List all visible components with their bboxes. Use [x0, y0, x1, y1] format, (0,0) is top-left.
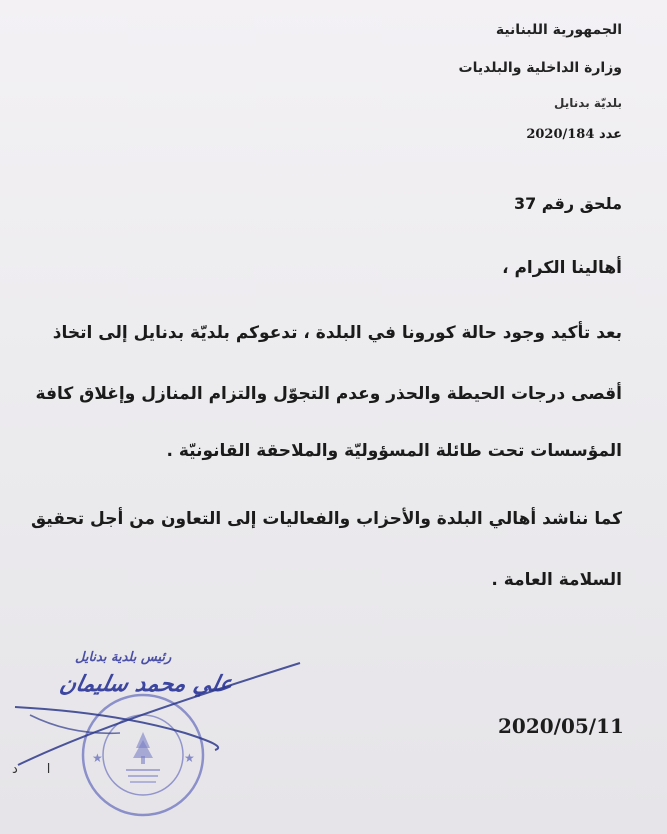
signatory-title: رئيس بلدية بدنايل: [75, 650, 172, 665]
ministry-heading: وزارة الداخلية والبلديات: [458, 60, 622, 76]
reference-line: [526, 127, 622, 142]
municipality-heading: بلديّة بدنايل: [554, 96, 622, 110]
paragraph-line: بعد تأكيد وجود حالة كورونا في البلدة ، تدعوكم بلديّة بدنايل إلى اتخاذ: [52, 323, 622, 343]
reference-number: 2020/184: [526, 127, 595, 142]
signatory-name: علي محمد سليمان: [57, 672, 235, 697]
annex-number: ملحق رقم 37: [513, 194, 622, 213]
greeting: أهالينا الكرام ،: [502, 258, 622, 278]
svg-text:★: ★: [184, 751, 195, 765]
svg-text:★: ★: [92, 751, 103, 765]
paragraph-line: أقصى درجات الحيطة والحذر وعدم التجوّل والتزام المنازل وإغلاق كافة: [35, 384, 622, 404]
reference-label: عدد: [598, 127, 622, 142]
document-date: 2020/05/11: [498, 714, 624, 738]
paragraph-line: المؤسسات تحت طائلة المسؤوليّة والملاحقة القانونيّة .: [166, 441, 622, 461]
margin-marks: ا د: [12, 762, 51, 777]
handwritten-signature: [10, 655, 310, 775]
paragraph-line: السلامة العامة .: [491, 570, 622, 590]
republic-heading: الجمهورية اللبنانية: [495, 22, 622, 38]
paragraph-line: كما نناشد أهالي البلدة والأحزاب والفعاليات إلى التعاون من أجل تحقيق: [30, 509, 622, 529]
